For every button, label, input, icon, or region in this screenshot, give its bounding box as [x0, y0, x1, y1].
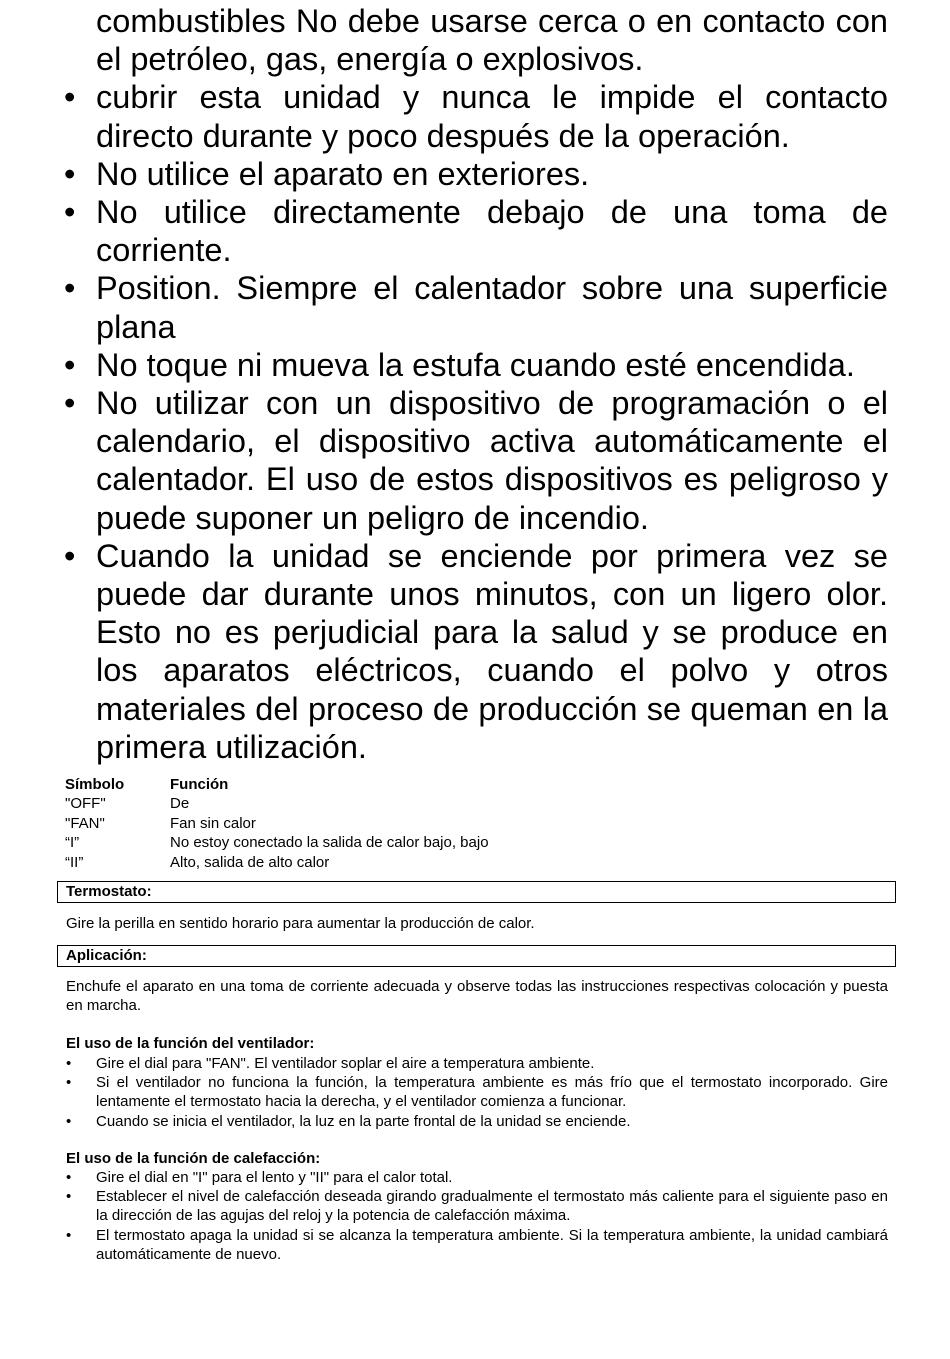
warning-text: cubrir esta unidad y nunca le impide el contacto directo durante y poco después de la operación.: [96, 79, 888, 154]
list-item: [66, 1054, 888, 1073]
warning-item: [64, 2, 888, 78]
application-text: Enchufe el aparato en una toma de corriente adecuada y observe todas las instrucciones respectivas colocación y puesta en marcha.: [66, 978, 888, 1015]
bullet-icon: •: [66, 1226, 72, 1244]
list-item-text: Gire el dial para "FAN". El ventilador soplar el aire a temperatura ambiente.: [96, 1055, 595, 1072]
list-item-text: Establecer el nivel de calefacción deseada girando gradualmente el termostato más caliente para el siguiente paso en la dirección de las agujas del reloj y la potencia de calefacción máxima.: [96, 1188, 888, 1225]
list-item: [66, 1187, 888, 1225]
list-item: [66, 1073, 888, 1111]
symbol-function-table: [65, 775, 489, 872]
function-cell: No estoy conectado la salida de calor bajo, bajo: [170, 834, 489, 852]
bullet-icon: •: [64, 346, 76, 383]
fan-function-list: [66, 1054, 888, 1131]
warning-item: [64, 269, 888, 345]
bullet-icon: •: [64, 537, 76, 574]
thermostat-section-header: Termostato:: [57, 881, 896, 903]
application-section-header: Aplicación:: [57, 945, 896, 967]
heating-function-heading: El uso de la función de calefacción:: [66, 1150, 321, 1167]
warning-text: No utilice directamente debajo de una toma de corriente.: [96, 194, 888, 269]
bullet-icon: •: [66, 1188, 72, 1206]
list-item: [66, 1168, 888, 1187]
warning-text: combustibles No debe usarse cerca o en contacto con el petróleo, gas, energía o explosivos.: [96, 3, 888, 78]
symbol-cell: “I”: [65, 834, 80, 852]
list-item-text: Gire el dial en "I" para el lento y "II" para el calor total.: [96, 1169, 453, 1186]
bullet-icon: •: [64, 385, 76, 422]
bullet-icon: •: [66, 1169, 72, 1186]
bullet-icon: •: [64, 270, 76, 307]
column-header-function: Función: [170, 776, 229, 793]
warning-text: No toque ni mueva la estufa cuando esté encendida.: [96, 346, 855, 383]
list-item-text: Si el ventilador no funciona la función, la temperatura ambiente es más frío que el termostato incorporado. Gire lentamente el termostato hacia la derecha, y el ventilador comienza a funcionar.: [96, 1074, 888, 1111]
bullet-icon: •: [66, 1112, 72, 1130]
warning-text: No utilice el aparato en exteriores.: [96, 155, 590, 192]
heating-function-list: [66, 1168, 888, 1264]
warning-item: [64, 78, 888, 154]
warning-text: No utilizar con un dispositivo de programación o el calendario, el dispositivo activa automáticamente el calentador. El uso de estos dispositivos es peligroso y puede suponer un peligro de incendio.: [96, 385, 888, 536]
thermostat-text: Gire la perilla en sentido horario para aumentar la producción de calor.: [66, 915, 535, 932]
symbol-cell: "FAN": [65, 814, 105, 832]
warning-item: [64, 155, 888, 193]
table-header-row: [65, 775, 489, 794]
safety-warnings-list: [64, 2, 888, 766]
table-row: [65, 833, 489, 852]
bullet-icon: •: [66, 1055, 72, 1072]
symbol-cell: “II”: [65, 853, 84, 871]
list-item-text: Cuando se inicia el ventilador, la luz en la parte frontal de la unidad se enciende.: [96, 1112, 631, 1130]
bullet-icon: •: [64, 79, 76, 116]
list-item-text: El termostato apaga la unidad si se alcanza la temperatura ambiente. Si la temperatura ambiente, la unidad cambiará automáticamente de nuevo.: [96, 1226, 888, 1263]
bullet-icon: •: [64, 155, 76, 192]
warning-item: [64, 384, 888, 537]
warning-item: [64, 193, 888, 269]
warning-item: [64, 537, 888, 766]
warning-text: Position. Siempre el calentador sobre una superficie plana: [96, 270, 888, 345]
table-row: [65, 794, 489, 813]
function-cell: De: [170, 795, 190, 813]
table-row: [65, 814, 489, 833]
warning-text: Cuando la unidad se enciende por primera vez se puede dar durante unos minutos, con un ligero olor. Esto no es perjudicial para la salud y se produce en los aparatos eléctricos, cuando el polvo y otros materiales del proceso de producción se queman en la primera utilización.: [96, 537, 888, 765]
list-item: [66, 1226, 888, 1264]
fan-function-heading: El uso de la función del ventilador:: [66, 1035, 315, 1052]
table-row: [65, 853, 489, 872]
bullet-icon: •: [66, 1074, 72, 1092]
column-header-symbol: Símbolo: [65, 776, 125, 793]
function-cell: Alto, salida de alto calor: [170, 853, 330, 871]
warning-item: [64, 346, 888, 384]
function-cell: Fan sin calor: [170, 814, 256, 832]
list-item: [66, 1112, 888, 1131]
symbol-cell: "OFF": [65, 795, 106, 813]
bullet-icon: •: [64, 194, 76, 231]
